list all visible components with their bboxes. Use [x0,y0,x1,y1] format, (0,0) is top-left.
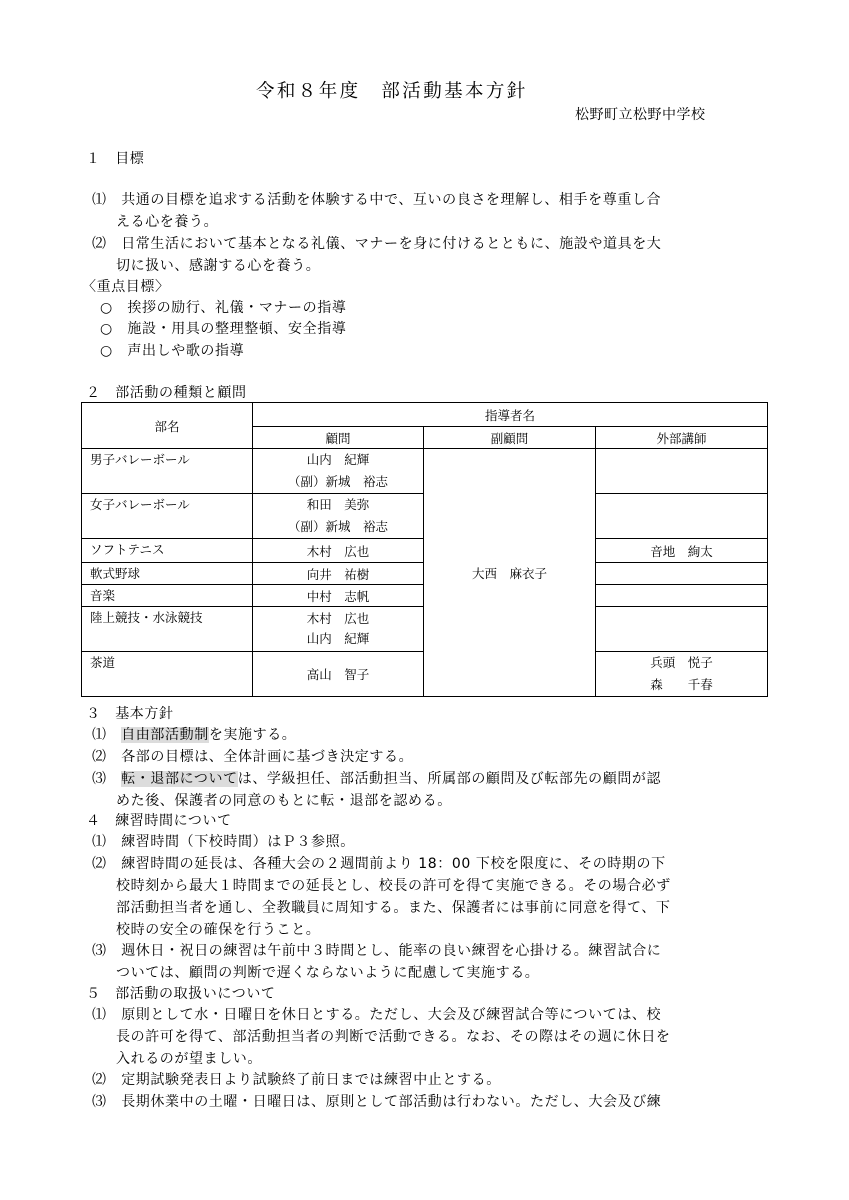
table-row [82,449,768,494]
policy-item-3-line-2: めた後、保護者の同意のもとに転・退部を認める。 [116,793,452,809]
focus-item-3: ○ 声出しや歌の指導 [100,343,245,359]
advisor-name: 向井 祐樹 [253,563,424,585]
header-advisor: 顧問 [253,427,424,449]
sub-advisor-name: 大西 麻衣子 [424,449,596,697]
practice-item-2-line-1: ⑵ 練習時間の延長は、各種大会の２週間前より 18：00 下校を限度に、その時期の下 [92,856,666,872]
school-name: 松野町立松野中学校 [575,107,706,123]
section-5-heading: ５ 部活動の取扱いについて [86,986,276,1002]
header-sub-advisor: 副顧問 [424,427,596,449]
club-name: 男子バレーボール [82,449,253,494]
goal-2-line-1: ⑵ 日常生活において基本となる礼儀、マナーを身に付けるとともに、施設や道具を大 [92,236,662,252]
club-name: 女子バレーボール [82,494,253,539]
advisor-name: 高山 智子 [253,652,424,697]
practice-item-3-line-2: ついては、顧問の判断で遅くならないように配慮して実施する。 [116,965,540,981]
club-name: 音楽 [82,585,253,607]
practice-item-2-line-2: 校時刻から最大１時間までの延長とし、校長の許可を得て実施できる。その場合必ず [116,878,671,894]
header-leaders: 指導者名 [253,403,768,427]
handling-item-3: ⑶ 長期休業中の土曜・日曜日は、原則として部活動は行わない。ただし、大会及び練 [92,1094,662,1110]
policy-item-1-text: を実施する。 [208,727,297,743]
external-cell [596,494,768,539]
handling-item-1-line-2: 長の許可を得て、部活動担当者の判断で活動できる。なお、その際はその週に休日を [116,1029,671,1045]
policy-item-2: ⑵ 各部の目標は、全体計画に基づき決定する。 [92,749,414,765]
practice-item-1: ⑴ 練習時間（下校時間）はＰ３参照。 [92,834,355,850]
club-name: 軟式野球 [82,563,253,585]
goal-2-line-2: 切に扱い、感謝する心を養う。 [116,258,321,274]
advisor-name: （副）新城 裕志 [287,474,388,489]
advisor-name: 和田 美弥 [306,497,370,512]
advisor-name: 山内 紀輝 [306,452,370,467]
policy-item-3 [92,768,661,788]
external-instructor-name: 兵頭 悦子 [650,655,713,670]
focus-heading: 〈重点目標〉 [82,279,170,295]
club-name: 茶道 [82,652,253,697]
section-2-heading: ２ 部活動の種類と顧問 [86,385,247,401]
policy-item-3-text: は、学級担任、部活動担当、所属部の顧問及び転部先の顧問が認 [237,771,662,787]
handling-item-1-line-1: ⑴ 原則として水・日曜日を休日とする。ただし、大会及び練習試合等については、校 [92,1007,662,1023]
advisor-cell [253,607,424,652]
header-external-instructor: 外部講師 [596,427,768,449]
external-instructor-name: 森 千春 [650,677,713,692]
goal-1-line-2: える心を養う。 [116,214,219,230]
policy-item-1 [92,724,296,744]
section-4-heading: ４ 練習時間について [86,813,232,829]
external-cell [596,652,768,697]
section-1-heading: １ 目標 [86,151,145,167]
advisor-name: 山内 紀輝 [306,631,370,646]
advisor-name: （副）新城 裕志 [287,519,388,534]
focus-item-2: ○ 施設・用具の整理整頓、安全指導 [100,321,347,337]
external-cell [596,585,768,607]
focus-item-1: ○ 挨拶の励行、礼儀・マナーの指導 [100,300,347,316]
header-club-name: 部名 [82,403,253,449]
club-advisor-table [81,402,768,697]
page-title: 令和８年度 部活動基本方針 [256,81,528,102]
handling-item-2: ⑵ 定期試験発表日より試験終了前日までは練習中止とする。 [92,1072,501,1088]
external-instructor-name: 音地 絢太 [596,539,768,563]
advisor-name: 木村 広也 [253,539,424,563]
practice-item-2-line-3: 部活動担当者を通し、全教職員に周知する。また、保護者には事前に同意を得て、下 [116,900,671,916]
advisor-name: 木村 広也 [306,611,370,626]
practice-item-3-line-1: ⑶ 週休日・祝日の練習は午前中３時間とし、能率の良い練習を心掛ける。練習試合に [92,943,662,959]
external-cell [596,449,768,494]
club-name: 陸上競技・水泳競技 [82,607,253,652]
section-3-heading: ３ 基本方針 [86,706,174,722]
advisor-cell [253,449,424,494]
handling-item-1-line-3: 入れるのが望ましい。 [116,1051,262,1067]
highlighted-term: 自由部活動制 [121,727,209,743]
external-cell [596,563,768,585]
highlighted-term: 転・退部について [121,771,238,787]
advisor-cell [253,494,424,539]
club-name: ソフトテニス [82,539,253,563]
policy-item-1-number: ⑴ [92,727,122,743]
policy-item-3-number: ⑶ [92,771,122,787]
advisor-name: 中村 志帆 [253,585,424,607]
practice-item-2-line-4: 校時の安全の確保を行うこと。 [116,922,321,938]
external-cell [596,607,768,652]
goal-1-line-1: ⑴ 共通の目標を追求する活動を体験する中で、互いの良さを理解し、相手を尊重し合 [92,192,662,208]
